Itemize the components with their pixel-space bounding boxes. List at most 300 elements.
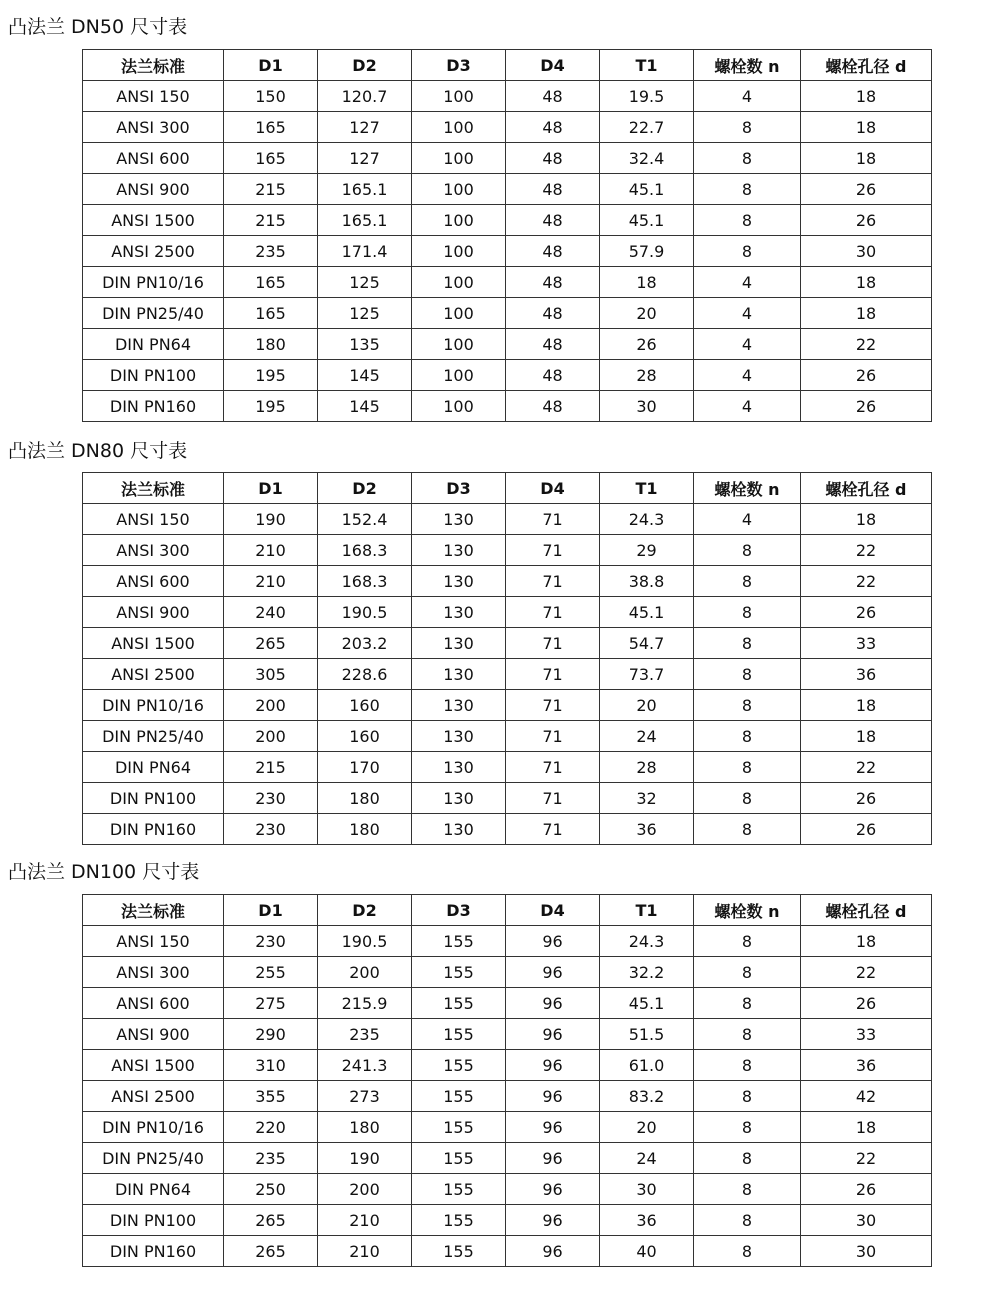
value-cell: 210 <box>224 535 318 566</box>
standard-cell: DIN PN10/16 <box>83 1112 224 1143</box>
section-title-dn100: 凸法兰 DN100 尺寸表 <box>8 861 200 883</box>
value-cell: 96 <box>506 926 600 957</box>
table-row <box>83 504 932 535</box>
value-cell: 155 <box>412 1112 506 1143</box>
standard-cell: ANSI 600 <box>83 143 224 174</box>
value-cell: 30 <box>600 391 694 422</box>
value-cell: 36 <box>801 1050 932 1081</box>
column-header: D4 <box>506 50 600 81</box>
value-cell: 127 <box>318 112 412 143</box>
standard-cell: ANSI 1500 <box>83 1050 224 1081</box>
value-cell: 165.1 <box>318 174 412 205</box>
value-cell: 71 <box>506 566 600 597</box>
value-cell: 230 <box>224 783 318 814</box>
table-row <box>83 814 932 845</box>
value-cell: 130 <box>412 597 506 628</box>
value-cell: 18 <box>801 81 932 112</box>
value-cell: 26 <box>801 783 932 814</box>
value-cell: 48 <box>506 143 600 174</box>
value-cell: 8 <box>694 988 801 1019</box>
value-cell: 36 <box>801 659 932 690</box>
section-title-dn50: 凸法兰 DN50 尺寸表 <box>8 16 188 38</box>
value-cell: 48 <box>506 174 600 205</box>
table-header-row <box>83 50 932 81</box>
value-cell: 230 <box>224 926 318 957</box>
value-cell: 8 <box>694 1019 801 1050</box>
value-cell: 265 <box>224 1205 318 1236</box>
column-header: 法兰标准 <box>83 50 224 81</box>
value-cell: 240 <box>224 597 318 628</box>
value-cell: 26 <box>801 597 932 628</box>
column-header: D1 <box>224 895 318 926</box>
value-cell: 8 <box>694 236 801 267</box>
value-cell: 130 <box>412 814 506 845</box>
value-cell: 22 <box>801 957 932 988</box>
table-row <box>83 535 932 566</box>
value-cell: 168.3 <box>318 535 412 566</box>
value-cell: 228.6 <box>318 659 412 690</box>
column-header: D3 <box>412 895 506 926</box>
value-cell: 8 <box>694 814 801 845</box>
value-cell: 203.2 <box>318 628 412 659</box>
value-cell: 215 <box>224 205 318 236</box>
value-cell: 190 <box>318 1143 412 1174</box>
value-cell: 195 <box>224 391 318 422</box>
value-cell: 26 <box>801 205 932 236</box>
value-cell: 18 <box>801 298 932 329</box>
column-header: 法兰标准 <box>83 473 224 504</box>
value-cell: 96 <box>506 988 600 1019</box>
value-cell: 200 <box>224 690 318 721</box>
table-row <box>83 112 932 143</box>
value-cell: 8 <box>694 112 801 143</box>
value-cell: 71 <box>506 535 600 566</box>
value-cell: 241.3 <box>318 1050 412 1081</box>
value-cell: 96 <box>506 1236 600 1267</box>
value-cell: 8 <box>694 205 801 236</box>
value-cell: 8 <box>694 628 801 659</box>
value-cell: 8 <box>694 1050 801 1081</box>
value-cell: 160 <box>318 721 412 752</box>
value-cell: 155 <box>412 1205 506 1236</box>
table-row <box>83 1236 932 1267</box>
value-cell: 32.2 <box>600 957 694 988</box>
table-row <box>83 360 932 391</box>
value-cell: 220 <box>224 1112 318 1143</box>
value-cell: 54.7 <box>600 628 694 659</box>
value-cell: 96 <box>506 1019 600 1050</box>
value-cell: 8 <box>694 143 801 174</box>
value-cell: 190.5 <box>318 926 412 957</box>
value-cell: 8 <box>694 690 801 721</box>
column-header: D3 <box>412 473 506 504</box>
value-cell: 48 <box>506 298 600 329</box>
value-cell: 45.1 <box>600 174 694 205</box>
value-cell: 26 <box>801 391 932 422</box>
standard-cell: DIN PN25/40 <box>83 1143 224 1174</box>
table-row <box>83 205 932 236</box>
value-cell: 22.7 <box>600 112 694 143</box>
value-cell: 130 <box>412 721 506 752</box>
standard-cell: DIN PN25/40 <box>83 298 224 329</box>
value-cell: 22 <box>801 752 932 783</box>
value-cell: 155 <box>412 1174 506 1205</box>
standard-cell: DIN PN64 <box>83 329 224 360</box>
value-cell: 48 <box>506 236 600 267</box>
value-cell: 165.1 <box>318 205 412 236</box>
table-header-row <box>83 473 932 504</box>
standard-cell: ANSI 300 <box>83 957 224 988</box>
value-cell: 8 <box>694 1236 801 1267</box>
value-cell: 230 <box>224 814 318 845</box>
column-header: D3 <box>412 50 506 81</box>
value-cell: 96 <box>506 1081 600 1112</box>
value-cell: 26 <box>801 360 932 391</box>
value-cell: 24 <box>600 721 694 752</box>
value-cell: 83.2 <box>600 1081 694 1112</box>
table-row <box>83 236 932 267</box>
value-cell: 200 <box>318 957 412 988</box>
value-cell: 130 <box>412 504 506 535</box>
column-header: 螺栓孔径 d <box>801 50 932 81</box>
value-cell: 265 <box>224 1236 318 1267</box>
value-cell: 51.5 <box>600 1019 694 1050</box>
standard-cell: ANSI 150 <box>83 926 224 957</box>
value-cell: 190.5 <box>318 597 412 628</box>
value-cell: 210 <box>318 1205 412 1236</box>
column-header: D2 <box>318 895 412 926</box>
value-cell: 210 <box>224 566 318 597</box>
value-cell: 8 <box>694 721 801 752</box>
value-cell: 26 <box>801 988 932 1019</box>
value-cell: 255 <box>224 957 318 988</box>
table-row <box>83 752 932 783</box>
value-cell: 155 <box>412 1143 506 1174</box>
column-header: D4 <box>506 473 600 504</box>
table-row <box>83 1143 932 1174</box>
standard-cell: ANSI 900 <box>83 174 224 205</box>
column-header: 螺栓数 n <box>694 895 801 926</box>
value-cell: 155 <box>412 1236 506 1267</box>
value-cell: 273 <box>318 1081 412 1112</box>
value-cell: 26 <box>600 329 694 360</box>
value-cell: 18 <box>801 721 932 752</box>
standard-cell: ANSI 2500 <box>83 659 224 690</box>
value-cell: 4 <box>694 267 801 298</box>
value-cell: 130 <box>412 783 506 814</box>
table-row <box>83 957 932 988</box>
value-cell: 71 <box>506 659 600 690</box>
value-cell: 235 <box>318 1019 412 1050</box>
value-cell: 100 <box>412 81 506 112</box>
value-cell: 235 <box>224 1143 318 1174</box>
value-cell: 20 <box>600 298 694 329</box>
value-cell: 71 <box>506 628 600 659</box>
value-cell: 20 <box>600 690 694 721</box>
value-cell: 100 <box>412 329 506 360</box>
value-cell: 155 <box>412 988 506 1019</box>
standard-cell: ANSI 2500 <box>83 1081 224 1112</box>
value-cell: 8 <box>694 926 801 957</box>
value-cell: 48 <box>506 267 600 298</box>
value-cell: 100 <box>412 298 506 329</box>
value-cell: 130 <box>412 659 506 690</box>
table-row <box>83 1174 932 1205</box>
table-row <box>83 1081 932 1112</box>
column-header: 螺栓数 n <box>694 473 801 504</box>
value-cell: 165 <box>224 143 318 174</box>
table-row <box>83 659 932 690</box>
value-cell: 96 <box>506 957 600 988</box>
value-cell: 145 <box>318 391 412 422</box>
value-cell: 36 <box>600 814 694 845</box>
table-row <box>83 1112 932 1143</box>
value-cell: 48 <box>506 360 600 391</box>
value-cell: 19.5 <box>600 81 694 112</box>
flange-table-dn100 <box>82 894 932 1267</box>
value-cell: 135 <box>318 329 412 360</box>
value-cell: 180 <box>318 1112 412 1143</box>
value-cell: 8 <box>694 957 801 988</box>
value-cell: 130 <box>412 566 506 597</box>
section-title-dn80: 凸法兰 DN80 尺寸表 <box>8 440 188 462</box>
value-cell: 305 <box>224 659 318 690</box>
value-cell: 180 <box>318 814 412 845</box>
value-cell: 152.4 <box>318 504 412 535</box>
value-cell: 18 <box>801 112 932 143</box>
value-cell: 26 <box>801 1174 932 1205</box>
value-cell: 155 <box>412 1019 506 1050</box>
value-cell: 125 <box>318 298 412 329</box>
value-cell: 18 <box>801 267 932 298</box>
standard-cell: ANSI 150 <box>83 504 224 535</box>
table-row <box>83 143 932 174</box>
value-cell: 26 <box>801 174 932 205</box>
column-header: 法兰标准 <box>83 895 224 926</box>
standard-cell: ANSI 1500 <box>83 205 224 236</box>
value-cell: 96 <box>506 1143 600 1174</box>
value-cell: 32 <box>600 783 694 814</box>
value-cell: 155 <box>412 1050 506 1081</box>
value-cell: 195 <box>224 360 318 391</box>
value-cell: 8 <box>694 1205 801 1236</box>
value-cell: 33 <box>801 628 932 659</box>
value-cell: 215 <box>224 174 318 205</box>
value-cell: 18 <box>801 690 932 721</box>
value-cell: 45.1 <box>600 988 694 1019</box>
standard-cell: ANSI 900 <box>83 1019 224 1050</box>
value-cell: 48 <box>506 112 600 143</box>
value-cell: 26 <box>801 814 932 845</box>
value-cell: 38.8 <box>600 566 694 597</box>
value-cell: 42 <box>801 1081 932 1112</box>
value-cell: 24.3 <box>600 926 694 957</box>
standard-cell: ANSI 900 <box>83 597 224 628</box>
value-cell: 165 <box>224 298 318 329</box>
value-cell: 45.1 <box>600 597 694 628</box>
table-row <box>83 1205 932 1236</box>
value-cell: 30 <box>801 1236 932 1267</box>
value-cell: 20 <box>600 1112 694 1143</box>
value-cell: 28 <box>600 752 694 783</box>
value-cell: 22 <box>801 329 932 360</box>
value-cell: 190 <box>224 504 318 535</box>
standard-cell: DIN PN10/16 <box>83 267 224 298</box>
table-row <box>83 298 932 329</box>
value-cell: 160 <box>318 690 412 721</box>
table-row <box>83 721 932 752</box>
value-cell: 30 <box>801 236 932 267</box>
flange-table-dn80 <box>82 472 932 845</box>
value-cell: 210 <box>318 1236 412 1267</box>
value-cell: 57.9 <box>600 236 694 267</box>
standard-cell: ANSI 600 <box>83 566 224 597</box>
value-cell: 150 <box>224 81 318 112</box>
value-cell: 18 <box>801 143 932 174</box>
column-header: 螺栓孔径 d <box>801 473 932 504</box>
value-cell: 168.3 <box>318 566 412 597</box>
value-cell: 18 <box>801 504 932 535</box>
value-cell: 125 <box>318 267 412 298</box>
table-row <box>83 628 932 659</box>
value-cell: 61.0 <box>600 1050 694 1081</box>
value-cell: 275 <box>224 988 318 1019</box>
standard-cell: DIN PN64 <box>83 752 224 783</box>
value-cell: 24.3 <box>600 504 694 535</box>
flange-table-dn50 <box>82 49 932 422</box>
value-cell: 155 <box>412 1081 506 1112</box>
value-cell: 8 <box>694 566 801 597</box>
value-cell: 96 <box>506 1205 600 1236</box>
value-cell: 71 <box>506 597 600 628</box>
value-cell: 71 <box>506 752 600 783</box>
standard-cell: DIN PN160 <box>83 814 224 845</box>
value-cell: 165 <box>224 112 318 143</box>
value-cell: 8 <box>694 174 801 205</box>
column-header: D2 <box>318 473 412 504</box>
value-cell: 165 <box>224 267 318 298</box>
standard-cell: ANSI 600 <box>83 988 224 1019</box>
value-cell: 48 <box>506 81 600 112</box>
standard-cell: DIN PN10/16 <box>83 690 224 721</box>
value-cell: 8 <box>694 659 801 690</box>
value-cell: 22 <box>801 566 932 597</box>
value-cell: 155 <box>412 957 506 988</box>
value-cell: 130 <box>412 690 506 721</box>
value-cell: 8 <box>694 1174 801 1205</box>
table-row <box>83 988 932 1019</box>
table-row <box>83 1050 932 1081</box>
value-cell: 215 <box>224 752 318 783</box>
table-row <box>83 329 932 360</box>
value-cell: 8 <box>694 752 801 783</box>
value-cell: 71 <box>506 814 600 845</box>
value-cell: 250 <box>224 1174 318 1205</box>
value-cell: 290 <box>224 1019 318 1050</box>
value-cell: 96 <box>506 1174 600 1205</box>
column-header: D1 <box>224 50 318 81</box>
value-cell: 8 <box>694 783 801 814</box>
column-header: T1 <box>600 895 694 926</box>
value-cell: 22 <box>801 535 932 566</box>
value-cell: 32.4 <box>600 143 694 174</box>
table-header-row <box>83 895 932 926</box>
value-cell: 8 <box>694 1143 801 1174</box>
value-cell: 4 <box>694 360 801 391</box>
value-cell: 71 <box>506 504 600 535</box>
value-cell: 355 <box>224 1081 318 1112</box>
column-header: D4 <box>506 895 600 926</box>
column-header: 螺栓孔径 d <box>801 895 932 926</box>
column-header: D2 <box>318 50 412 81</box>
standard-cell: DIN PN160 <box>83 1236 224 1267</box>
standard-cell: DIN PN100 <box>83 360 224 391</box>
column-header: D1 <box>224 473 318 504</box>
value-cell: 71 <box>506 721 600 752</box>
value-cell: 28 <box>600 360 694 391</box>
value-cell: 29 <box>600 535 694 566</box>
value-cell: 71 <box>506 690 600 721</box>
value-cell: 180 <box>318 783 412 814</box>
value-cell: 100 <box>412 205 506 236</box>
value-cell: 170 <box>318 752 412 783</box>
value-cell: 71 <box>506 783 600 814</box>
value-cell: 18 <box>801 1112 932 1143</box>
table-row <box>83 690 932 721</box>
standard-cell: ANSI 300 <box>83 112 224 143</box>
value-cell: 145 <box>318 360 412 391</box>
value-cell: 100 <box>412 236 506 267</box>
value-cell: 265 <box>224 628 318 659</box>
value-cell: 48 <box>506 391 600 422</box>
value-cell: 310 <box>224 1050 318 1081</box>
value-cell: 100 <box>412 174 506 205</box>
value-cell: 73.7 <box>600 659 694 690</box>
table-row <box>83 81 932 112</box>
value-cell: 215.9 <box>318 988 412 1019</box>
value-cell: 200 <box>224 721 318 752</box>
value-cell: 4 <box>694 329 801 360</box>
value-cell: 4 <box>694 504 801 535</box>
value-cell: 45.1 <box>600 205 694 236</box>
column-header: T1 <box>600 50 694 81</box>
value-cell: 171.4 <box>318 236 412 267</box>
standard-cell: ANSI 1500 <box>83 628 224 659</box>
value-cell: 8 <box>694 1112 801 1143</box>
table-row <box>83 926 932 957</box>
table-row <box>83 267 932 298</box>
standard-cell: DIN PN100 <box>83 783 224 814</box>
value-cell: 130 <box>412 628 506 659</box>
value-cell: 100 <box>412 112 506 143</box>
standard-cell: ANSI 300 <box>83 535 224 566</box>
value-cell: 24 <box>600 1143 694 1174</box>
value-cell: 18 <box>801 926 932 957</box>
value-cell: 130 <box>412 535 506 566</box>
standard-cell: DIN PN64 <box>83 1174 224 1205</box>
value-cell: 96 <box>506 1112 600 1143</box>
value-cell: 4 <box>694 81 801 112</box>
value-cell: 33 <box>801 1019 932 1050</box>
table-row <box>83 174 932 205</box>
value-cell: 100 <box>412 143 506 174</box>
value-cell: 200 <box>318 1174 412 1205</box>
value-cell: 130 <box>412 752 506 783</box>
column-header: 螺栓数 n <box>694 50 801 81</box>
value-cell: 30 <box>600 1174 694 1205</box>
standard-cell: DIN PN160 <box>83 391 224 422</box>
standard-cell: ANSI 150 <box>83 81 224 112</box>
